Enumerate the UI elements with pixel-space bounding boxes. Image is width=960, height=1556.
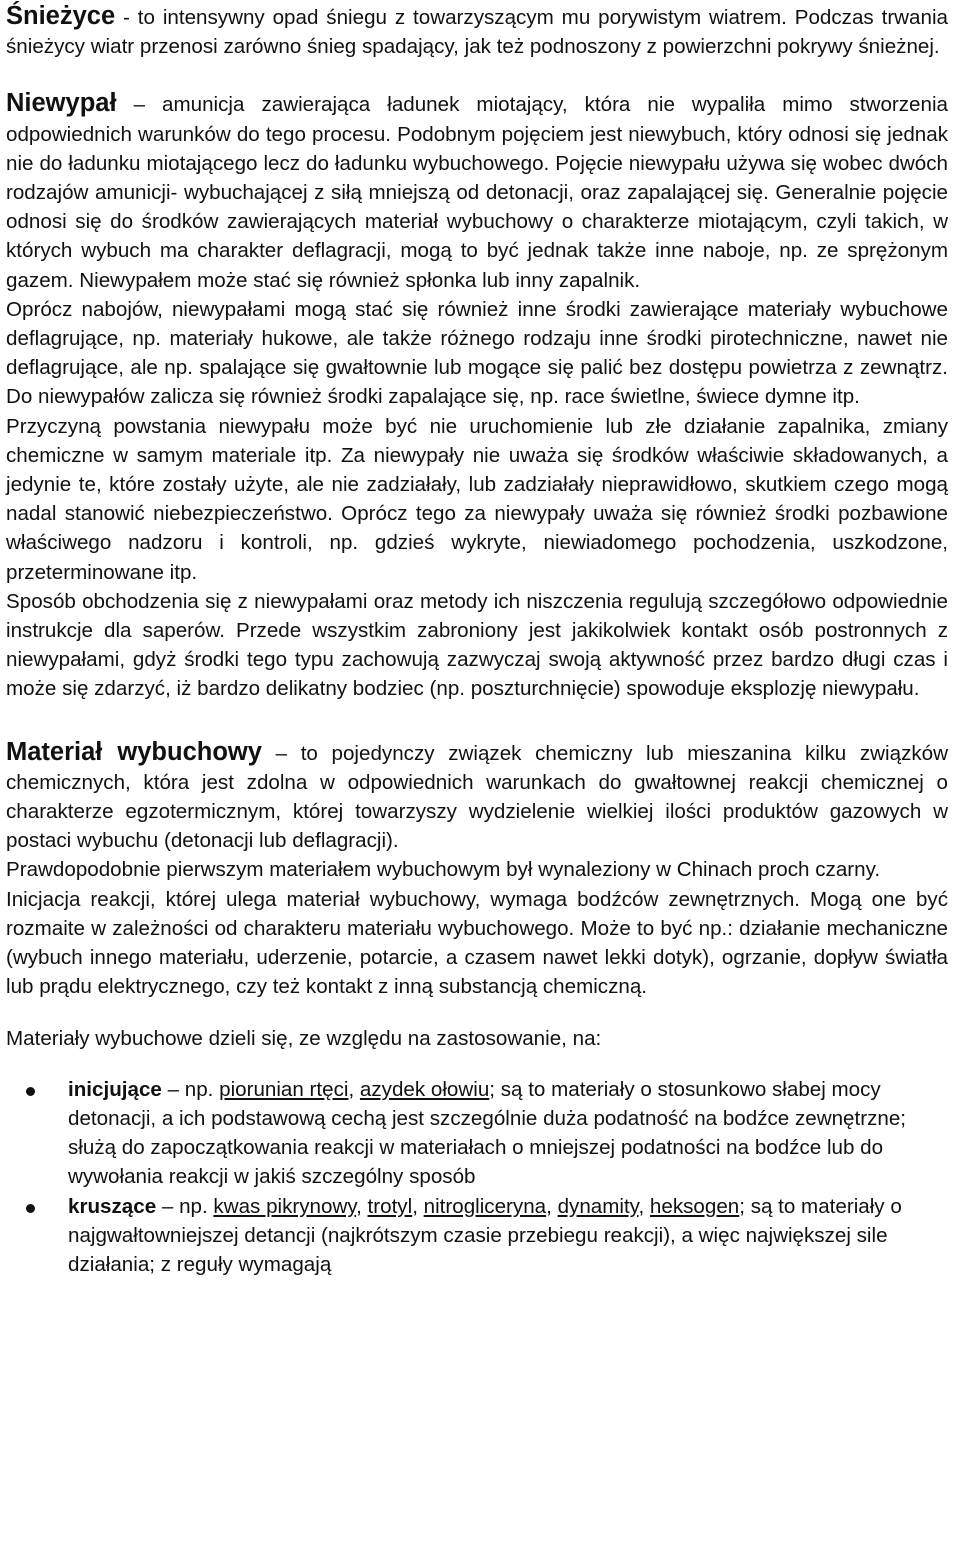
bullet-icon [26, 1087, 35, 1096]
explosive-term: Materiał wybuchowy [6, 737, 262, 766]
snowstorm-definition: - to intensywny opad śniegu z towarzyszącym mu porywistym wiatrem. Podczas trwania śnieżycy wiatr przenosi zarówno śnieg spadający, jak też podnoszony z powierzchni pokrywy śnieżnej. [6, 6, 948, 59]
separator: , [638, 1194, 650, 1218]
list-item-crushing [6, 1192, 948, 1280]
explosive-paragraph-1 [6, 738, 948, 856]
crushing-description: ; są to materiały o najgwałtowniejszej detancji (najkrótszym czasie przebiegu reakcji), a więc największej sile działania; z reguły wymagają [68, 1194, 902, 1276]
initiating-term: inicjujące [68, 1077, 162, 1101]
dud-term: Niewypał [6, 89, 117, 118]
list-item-initiating [6, 1075, 948, 1192]
dud-paragraph-1 [6, 89, 948, 294]
link-picric-acid[interactable]: kwas pikrynowy [213, 1194, 357, 1218]
explosive-types-list [6, 1075, 948, 1279]
explosive-paragraph-2: Prawdopodobnie pierwszym materiałem wybuchowym był wynalezionу w Chinach proch czarny. [6, 858, 881, 882]
link-nitroglycerin[interactable]: nitrogliceryna [423, 1194, 547, 1218]
explosive-definition: – to pojedynczy związek chemiczny lub mieszanina kilku związków chemicznych, która jest zdolna w odpowiednich warunkach do gwałtownej reakcji chemicznej o charakterze egzotermicznym, której towarzyszy wydzielenie wielkiej ilości produktów gazowych w postaci wybuchu (detonacji lub deflagracji). [6, 741, 948, 853]
snowstorm-paragraph [6, 2, 948, 61]
initiating-prefix: – np. [161, 1077, 220, 1101]
separator: , [412, 1194, 424, 1218]
link-tnt[interactable]: trotyl [367, 1194, 413, 1218]
separator: , [356, 1194, 368, 1218]
dud-definition: – amunicja zawierająca ładunek miotający, która nie wypaliła mimo stworzenia odpowiednich warunków do tego procesu. Podobnym pojęciem jest niewybuch, który odnosi się jednak nie do ładunku miotającego lecz do ładunku wybuchowego. Pojęcie niewypału używa się wobec dwóch rodzajów amunicji- wybuchającej z siłą mniejszą od detonacji, oraz zapalającej się. Generalnie pojęcie odnosi się do środków zawierających materiał wybuchowy o charakterze miotającym, czyli takich, w których wybuch ma charakter deflagracji, mogą to być jednak także inne naboje, np. ze sprężonym gazem. Niewypałem może stać się również spłonka lub inny zapalnik. [6, 93, 948, 292]
initiating-description: ; są to materiały o stosunkowo słabej mocy detonacji, a ich podstawową cechą jest szczególnie duża podatność na bodźce zewnętrzne; służą do zapoczątkowania reakcji w materiałach o mniejszej podatności na bodźce lub do wywołania reakcji w jakiś szczególny sposób [68, 1077, 906, 1189]
link-rdx[interactable]: heksogen [649, 1194, 740, 1218]
dud-paragraph-2: Oprócz nabojów, niewypałami mogą stać się również inne środki zawierające materiały wybuchowe deflagrujące, np. materiały hukowe, ale także różnego rodzaju inne środki pirotechniczne, nawet nie deflagrujące, ale np. spalające się gwałtownie lub mogące się palić bez dostępu powietrza z zewnątrz. Do niewypałów zalicza się również środki zapalające się, np. race świetlne, świece dymne itp. [6, 297, 948, 409]
explosive-paragraph-4: Materiały wybuchowe dzieli się, ze względu na zastosowanie, na: [6, 1026, 602, 1050]
bullet-icon [26, 1204, 35, 1213]
separator: , [348, 1077, 360, 1101]
link-mercury-fulminate[interactable]: piorunian rtęci [219, 1077, 349, 1101]
link-dynamite[interactable]: dynamity [557, 1194, 639, 1218]
dud-paragraph-3: Przyczyną powstania niewypału może być nie uruchomienie lub złe działanie zapalnika, zmiany chemiczne w samym materiale itp. Za niewypały nie uważa się środków właściwie składowanych, a jedynie te, które zostały użyte, ale nie zadziałały, lub zadziałały nieprawidłowo, skutkiem czego mogą nadal stanowić niebezpieczeństwo. Oprócz tego za niewypały uważa się również środki pozbawione właściwego nadzoru i kontroli, np. gdzieś wykryte, niewiadomego pochodzenia, uszkodzone, przeterminowane itp. [6, 414, 948, 584]
snowstorm-term: Śnieżyce [6, 2, 116, 30]
dud-paragraph-4: Sposób obchodzenia się z niewypałami oraz metody ich niszczenia regulują szczegółowo odpowiednie instrukcje dla saperów. Przede wszystkim zabroniony jest jakikolwiek kontakt osób postronnych z niewypałami, gdyż środki tego typu zachowują zazwyczaj swoją aktywność przez bardzo długi czas i może się zdarzyć, iż bardzo delikatny bodziec (np. poszturchnięcie) spowoduje eksplozję niewypału. [6, 589, 948, 701]
crushing-term: kruszące [68, 1194, 157, 1218]
link-lead-azide[interactable]: azydek ołowiu [359, 1077, 490, 1101]
explosive-paragraph-3: Inicjacja reakcji, której ulega materiał wybuchowy, wymaga bodźców zewnętrznych. Mogą one być rozmaite w zależności od charakteru materiału wybuchowego. Może to być np.: działanie mechaniczne (wybuch innego materiału, uderzenie, potarcie, a czasem nawet lekki dotyk), ogrzanie, dopływ światła lub prądu elektrycznego, czy też kontakt z inną substancją chemiczną. [6, 887, 948, 999]
crushing-prefix: – np. [156, 1194, 214, 1218]
separator: , [546, 1194, 558, 1218]
